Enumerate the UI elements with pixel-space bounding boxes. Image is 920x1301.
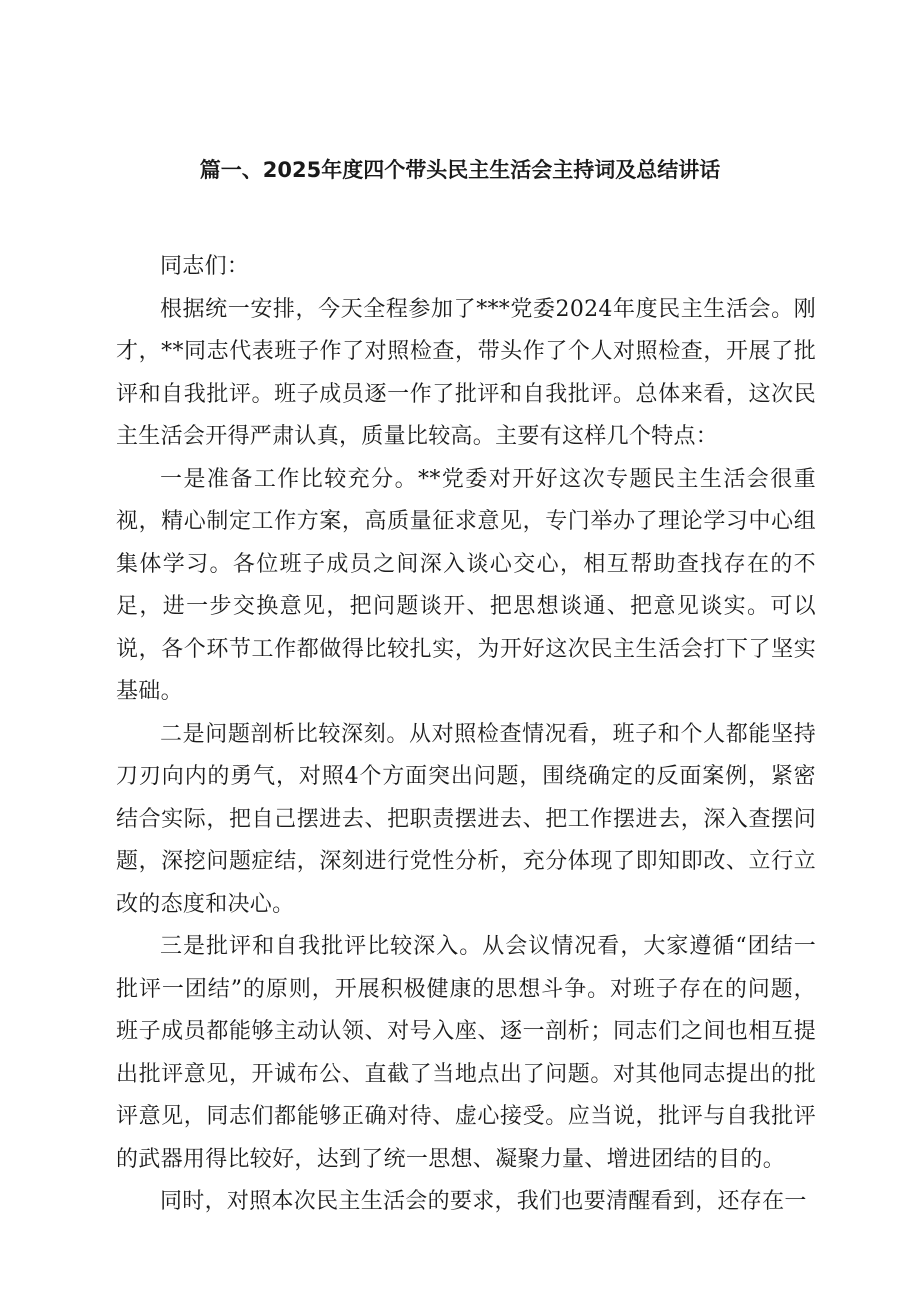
greeting: 同志们： bbox=[160, 254, 250, 279]
paragraph-point-1: 一是准备工作比较充分。**党委对开好这次专题民主生活会很重视，精心制定工作方案，高质量征求意见，专门举办了理论学习中心组集体学习。各位班子成员之间深入谈心交心，相互帮助查找存在的不足，进一步交换意见，把问题谈开、把思想谈通、把意见谈实。可以说，各个环节工作都做得比较扎实，为开好这次民主生活会打下了坚实基础。 bbox=[116, 466, 816, 704]
paragraph-point-2: 二是问题剖析比较深刻。从对照检查情况看，班子和个人都能坚持刀刃向内的勇气，对照4个方面突出问题，围绕确定的反面案例，紧密结合实际，把自己摆进去、把职责摆进去、把工作摆进去，深入查摆问题，深挖问题症结，深刻进行党性分析，充分体现了即知即改、立行立改的态度和决心。 bbox=[116, 721, 816, 917]
paragraph-point-3: 三是批评和自我批评比较深入。从会议情况看，大家遵循“团结一批评一团结”的原则，开展积极健康的思想斗争。对班子存在的问题，班子成员都能够主动认领、对号入座、逐一剖析；同志们之间也相互提出批评意见，开诚布公、直截了当地点出了问题。对其他同志提出的批评意见，同志们都能够正确对待、虚心接受。应当说，批评与自我批评的武器用得比较好，达到了统一思想、凝聚力量、增进团结的目的。 bbox=[116, 934, 816, 1172]
paragraph-continuation: 同时，对照本次民主生活会的要求，我们也要清醒看到，还存在一 bbox=[160, 1189, 807, 1214]
document-body bbox=[116, 246, 816, 1224]
paragraph-intro: 根据统一安排，今天全程参加了***党委2024年度民主生活会。刚才，**同志代表班子作了对照检查，带头作了个人对照检查，开展了批评和自我批评。班子成员逐一作了批评和自我批评。总体来看，这次民主生活会开得严肃认真，质量比较高。主要有这样几个特点： bbox=[116, 296, 816, 449]
document-title: 篇一、2025年度四个带头民主生活会主持词及总结讲话 bbox=[199, 158, 721, 182]
